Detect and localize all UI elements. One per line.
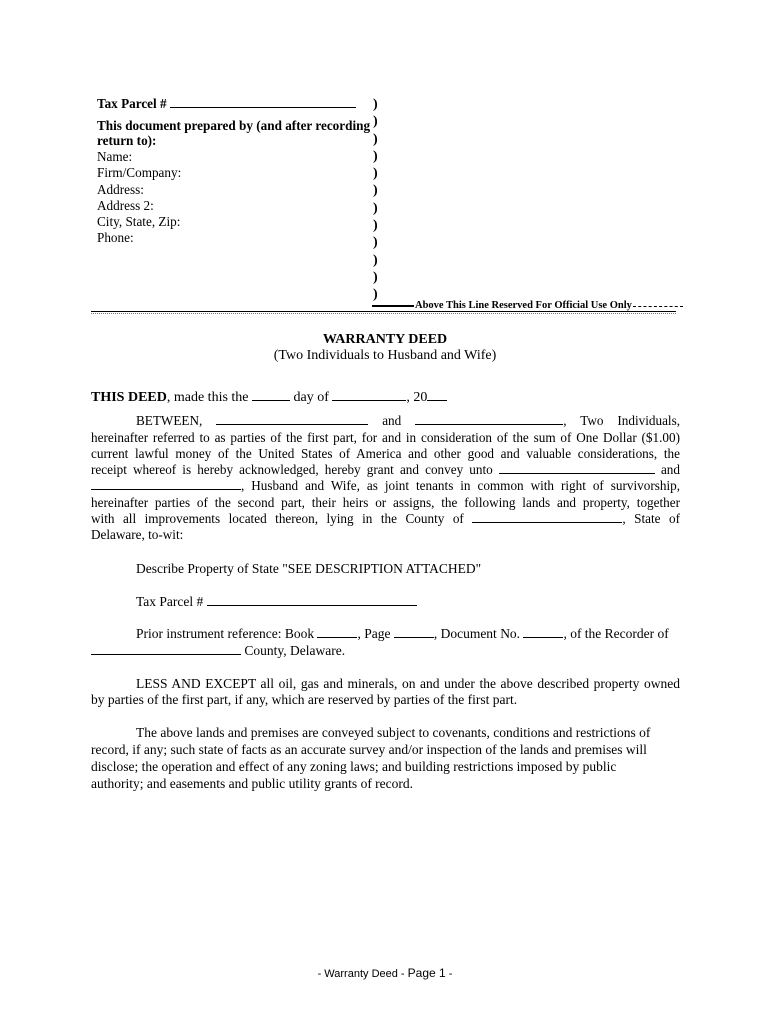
body-line-8: Delaware, to-wit: bbox=[91, 527, 184, 542]
body-line-2: hereinafter referred to as parties of the first part, for and in consideration of the sum of One Dollar ($1.00) bbox=[91, 430, 680, 445]
year-blank[interactable] bbox=[427, 389, 447, 401]
grantor-2-blank[interactable] bbox=[415, 413, 563, 425]
above-lands-line-3: disclose; the operation and effect of any zoning laws; and building restrictions imposed by public bbox=[91, 759, 617, 774]
header-divider bbox=[91, 311, 676, 312]
tax-parcel-blank[interactable] bbox=[170, 96, 356, 108]
field-city-state-zip: City, State, Zip: bbox=[97, 214, 181, 230]
return-to-fields bbox=[97, 149, 181, 247]
book-blank[interactable] bbox=[317, 626, 357, 638]
less-except-line-2: by parties of the first part, if any, which are reserved by parties of the first part. bbox=[91, 692, 518, 707]
month-blank[interactable] bbox=[332, 389, 406, 401]
header-divider-shadow bbox=[91, 313, 676, 314]
reserved-text: Above This Line Reserved For Official Use Only bbox=[415, 300, 632, 311]
tax-parcel-header bbox=[97, 96, 356, 112]
field-name: Name: bbox=[97, 149, 133, 164]
above-lands-line-2: record, if any; such state of facts as an accurate survey and/or inspection of the lands and premises will bbox=[91, 742, 647, 757]
body-line-6: hereinafter parties of the second part, their heirs or assigns, the following lands and property, together bbox=[91, 495, 680, 510]
prepared-by-line2: return to): bbox=[97, 133, 157, 148]
prepared-by-line1: This document prepared by (and after recording bbox=[97, 118, 371, 133]
above-lands-line-1: The above lands and premises are conveyed subject to covenants, conditions and restrictions of bbox=[136, 725, 651, 740]
page-blank[interactable] bbox=[394, 626, 434, 638]
field-firm-company: Firm/Company: bbox=[97, 165, 182, 181]
document-no-blank[interactable] bbox=[523, 626, 563, 638]
page-number: Page 1 bbox=[407, 966, 446, 980]
document-title: WARRANTY DEED bbox=[322, 332, 448, 347]
county-blank[interactable] bbox=[472, 511, 622, 523]
document-subtitle: (Two Individuals to Husband and Wife) bbox=[273, 348, 497, 363]
describe-property: Describe Property of State "SEE DESCRIPTION ATTACHED" bbox=[136, 561, 482, 576]
tax-parcel-label: Tax Parcel # bbox=[97, 96, 167, 111]
paren-column: ) ) ) ) ) ) ) ) ) ) ) ) bbox=[373, 97, 378, 303]
page-footer: - Warranty Deed - Page 1 - bbox=[317, 966, 453, 980]
tax-parcel-body-blank[interactable] bbox=[207, 594, 417, 606]
this-deed-label: THIS DEED bbox=[91, 390, 167, 405]
body-line-5: , Husband and Wife, as joint tenants in common with right of survivorship, bbox=[91, 478, 680, 494]
grantee-1-blank[interactable] bbox=[499, 462, 655, 474]
field-phone: Phone: bbox=[97, 230, 134, 246]
deed-date-line: THIS DEED, made this the day of , 20 bbox=[91, 389, 447, 406]
body-line-3: current lawful money of the United States of America and other good and valuable considerations, the bbox=[91, 446, 680, 461]
recorder-county-blank[interactable] bbox=[91, 643, 241, 655]
grantee-2-blank[interactable] bbox=[91, 478, 241, 490]
prior-instrument-line: Prior instrument reference: Book , Page , Document No. , of the Recorder of bbox=[136, 626, 669, 641]
body-line-4: receipt whereof is hereby acknowledged, hereby grant and convey unto and bbox=[91, 462, 680, 477]
body-line-7: with all improvements located thereon, lying in the County of , State of bbox=[91, 511, 681, 526]
tax-parcel-line: Tax Parcel # bbox=[136, 594, 417, 610]
day-blank[interactable] bbox=[252, 389, 290, 401]
grantor-1-blank[interactable] bbox=[216, 413, 368, 425]
field-address-2: Address 2: bbox=[97, 197, 154, 213]
county-line: County, Delaware. bbox=[91, 643, 345, 659]
less-except-line-1: LESS AND EXCEPT all oil, gas and minerals, on and under the above described property owned bbox=[136, 676, 680, 691]
field-address: Address: bbox=[97, 181, 144, 197]
above-lands-line-4: authority; and easements and public utility grants of record. bbox=[91, 776, 414, 791]
between-line: BETWEEN, and , Two Individuals, bbox=[136, 413, 681, 428]
